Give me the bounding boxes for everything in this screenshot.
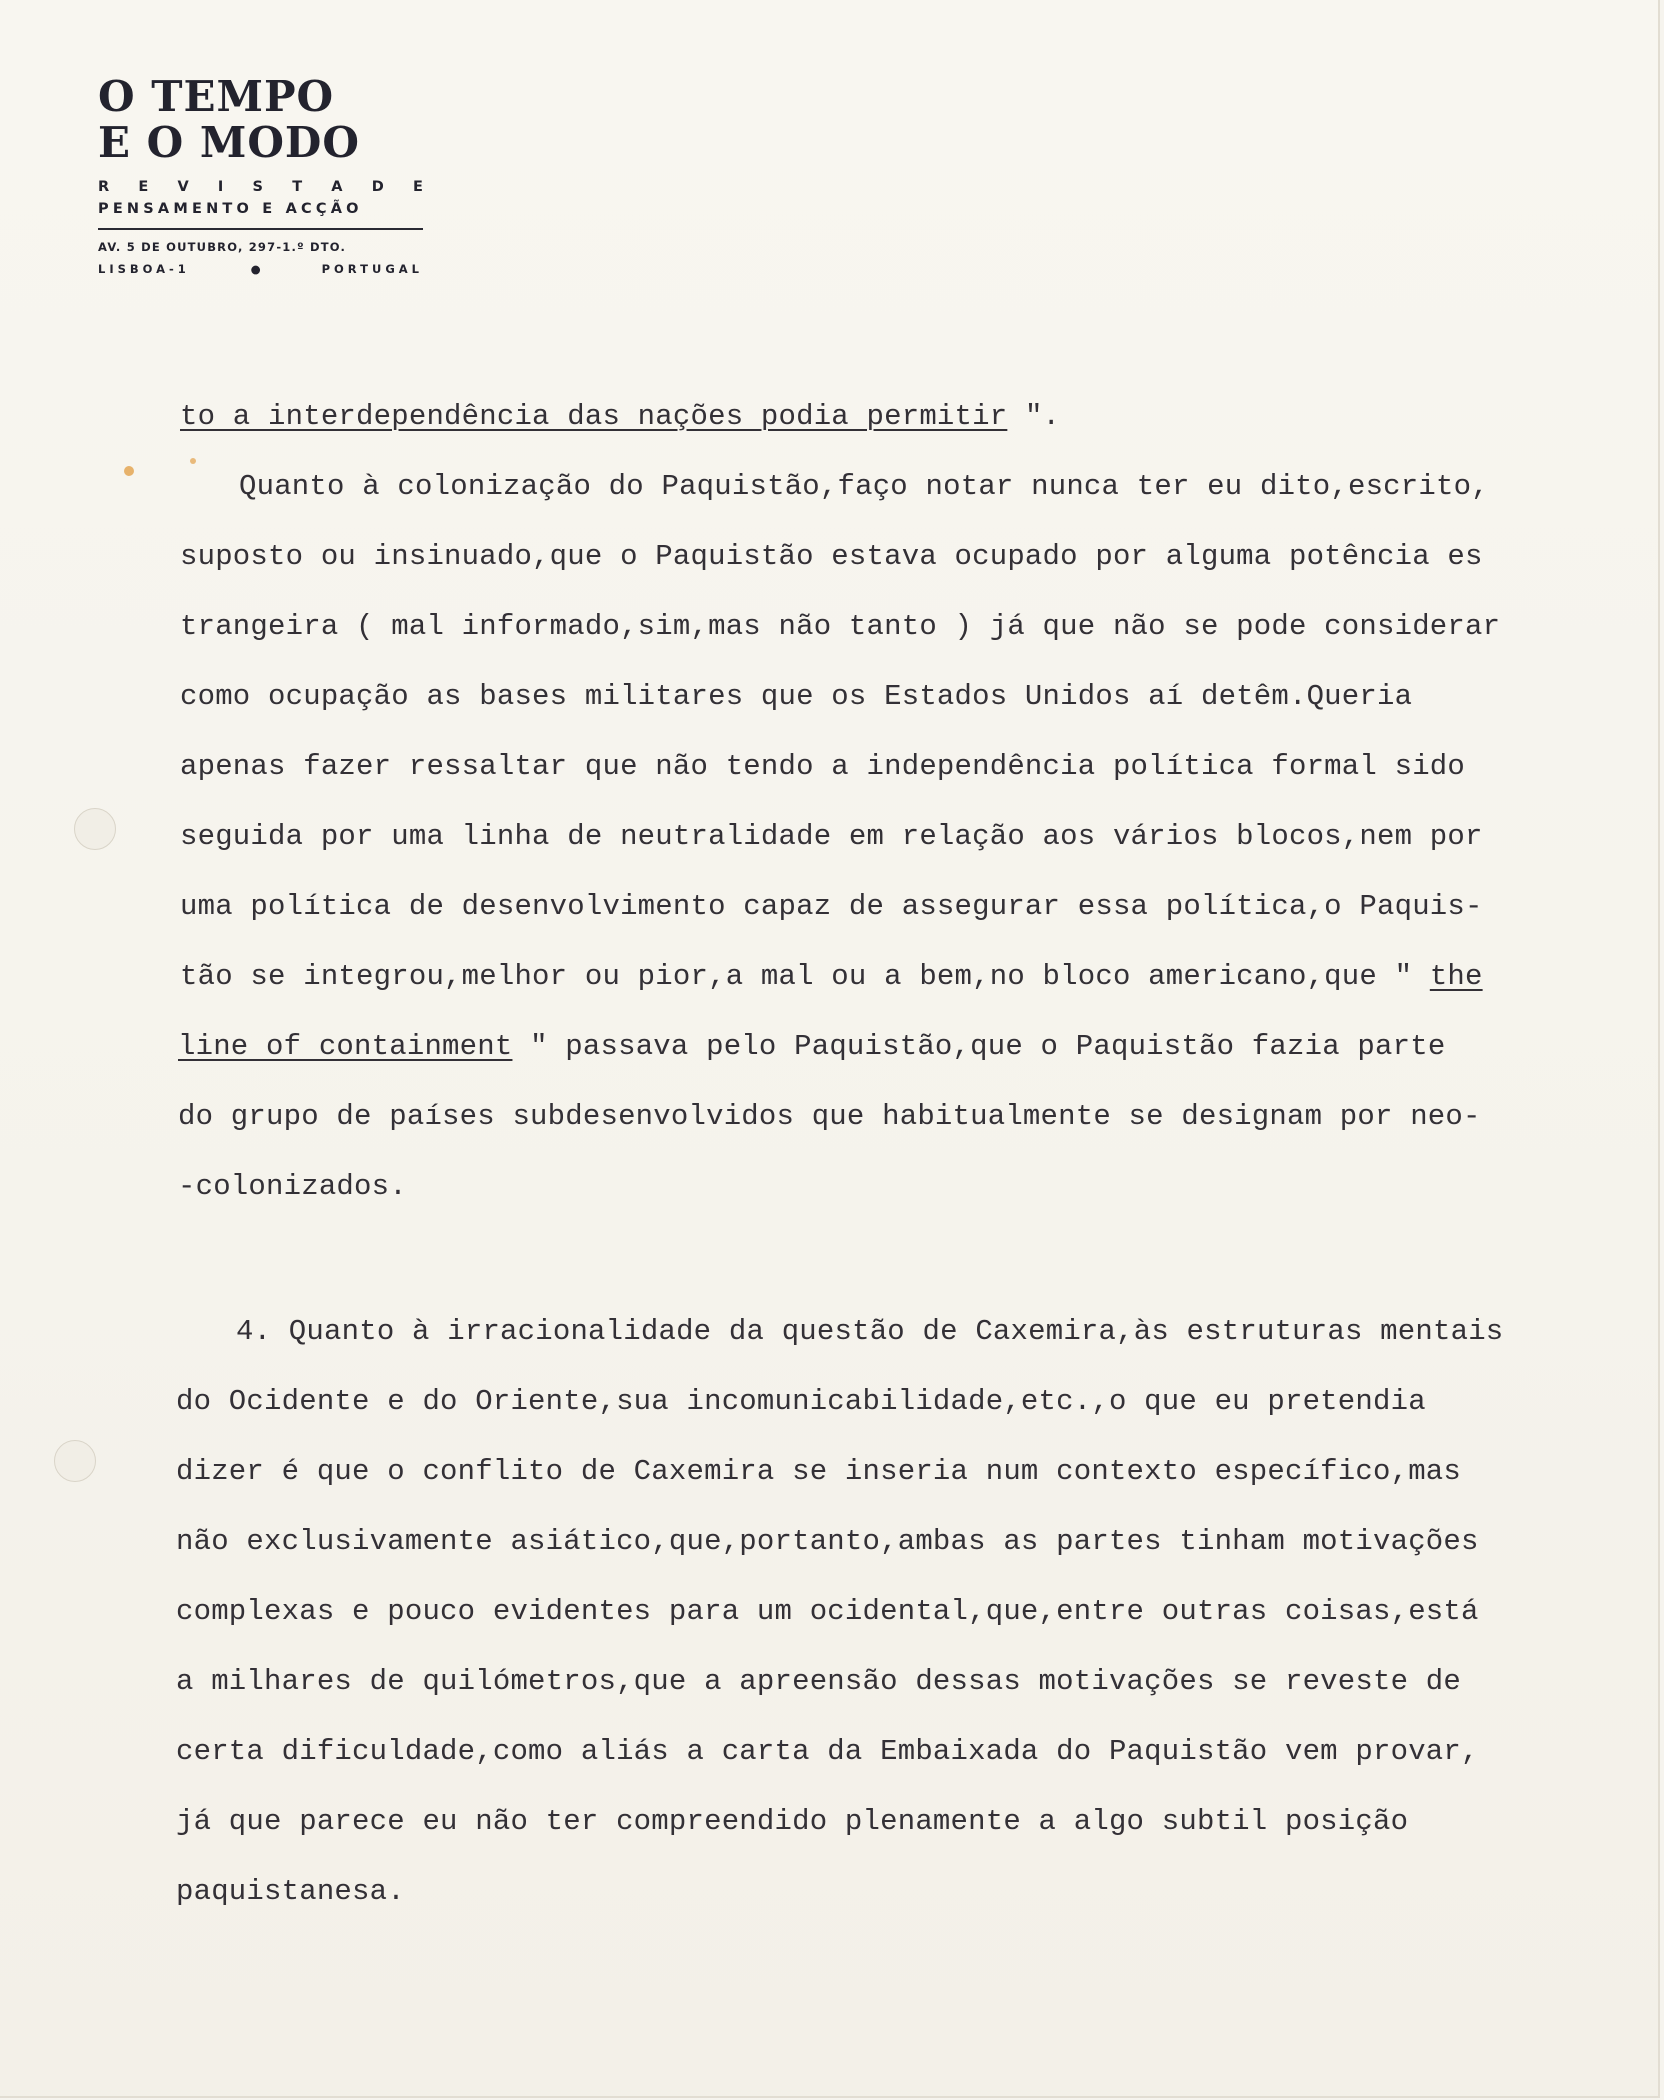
letterhead-city-row — [98, 258, 423, 280]
underlined-quote: to a interdependência das nações podia permitir — [180, 400, 1008, 433]
quote-end: ". — [1007, 400, 1061, 433]
body-line: complexas e pouco evidentes para um ocidental,que,entre outras coisas,está — [176, 1595, 1479, 1628]
ink-spot-small — [190, 458, 196, 464]
letterhead-bullet: ● — [250, 262, 261, 276]
subtitle-letter: E — [138, 179, 149, 195]
subtitle-letter: S — [252, 179, 263, 195]
underlined-term: line of containment — [178, 1030, 513, 1063]
body-line: dizer é que o conflito de Caxemira se inseria num contexto específico,mas — [176, 1455, 1462, 1488]
body-line: certa dificuldade,como aliás a carta da Embaixada do Paquistão vem provar, — [176, 1735, 1479, 1768]
body-line: trangeira ( mal informado,sim,mas não tanto ) já que não se pode considerar — [180, 610, 1501, 643]
body-line: do Ocidente e do Oriente,sua incomunicabilidade,etc.,o que eu pretendia — [176, 1385, 1426, 1418]
subtitle-letter: I — [217, 179, 224, 195]
body-line: do grupo de países subdesenvolvidos que habitualmente se designam por neo- — [178, 1100, 1481, 1133]
body-line — [180, 400, 1060, 434]
body-line: uma política de desenvolvimento capaz de assegurar essa política,o Paquis- — [180, 890, 1483, 923]
punch-hole-lower — [54, 1440, 96, 1482]
body-line-head: tão se integrou,melhor ou pior,a mal ou a bem,no bloco americano,que " — [180, 960, 1430, 993]
letterhead-city: LISBOA-1 — [98, 262, 190, 276]
masthead-title-line1: O TEMPO — [98, 72, 335, 121]
body-line: já que parece eu não ter compreendido plenamente a algo subtil posição — [176, 1805, 1409, 1838]
body-line — [178, 1030, 1445, 1064]
body-line: paquistanesa. — [176, 1875, 405, 1908]
letterhead-address: AV. 5 DE OUTUBRO, 297-1.º DTO. — [98, 240, 347, 254]
punch-hole-upper — [74, 808, 116, 850]
body-line: Quanto à colonização do Paquistão,faço notar nunca ter eu dito,escrito, — [239, 470, 1489, 503]
subtitle-letter: R — [98, 179, 110, 195]
body-line: a milhares de quilómetros,que a apreensão dessas motivações se reveste de — [176, 1665, 1462, 1698]
body-line-tail: " passava pelo Paquistão,que o Paquistão fazia parte — [512, 1030, 1446, 1063]
body-line: -colonizados. — [178, 1170, 407, 1203]
body-line: 4. Quanto à irracionalidade da questão de Caxemira,às estruturas mentais — [236, 1315, 1504, 1348]
body-line: apenas fazer ressaltar que não tendo a independência política formal sido — [180, 750, 1466, 783]
letterhead-rule — [98, 228, 423, 230]
letterhead — [98, 74, 423, 280]
subtitle-letter: E — [412, 179, 423, 195]
masthead-subtitle-revista — [98, 176, 423, 198]
masthead-subtitle-pensamento: PENSAMENTO E ACÇÃO — [98, 201, 363, 217]
subtitle-letter: D — [371, 179, 384, 195]
letterhead-country: PORTUGAL — [321, 262, 423, 276]
body-line: suposto ou insinuado,que o Paquistão estava ocupado por alguma potência es — [180, 540, 1483, 573]
ink-spot — [124, 466, 134, 476]
subtitle-letter: T — [292, 179, 303, 195]
body-line: não exclusivamente asiático,que,portanto,ambas as partes tinham motivações — [176, 1525, 1479, 1558]
body-line: seguida por uma linha de neutralidade em relação aos vários blocos,nem por — [180, 820, 1483, 853]
underlined-term: the — [1429, 960, 1483, 993]
masthead-title-line2: E O MODO — [98, 118, 360, 167]
body-line — [180, 960, 1483, 994]
subtitle-letter: A — [331, 179, 343, 195]
subtitle-letter: V — [177, 179, 189, 195]
body-line: como ocupação as bases militares que os Estados Unidos aí detêm.Queria — [180, 680, 1413, 713]
